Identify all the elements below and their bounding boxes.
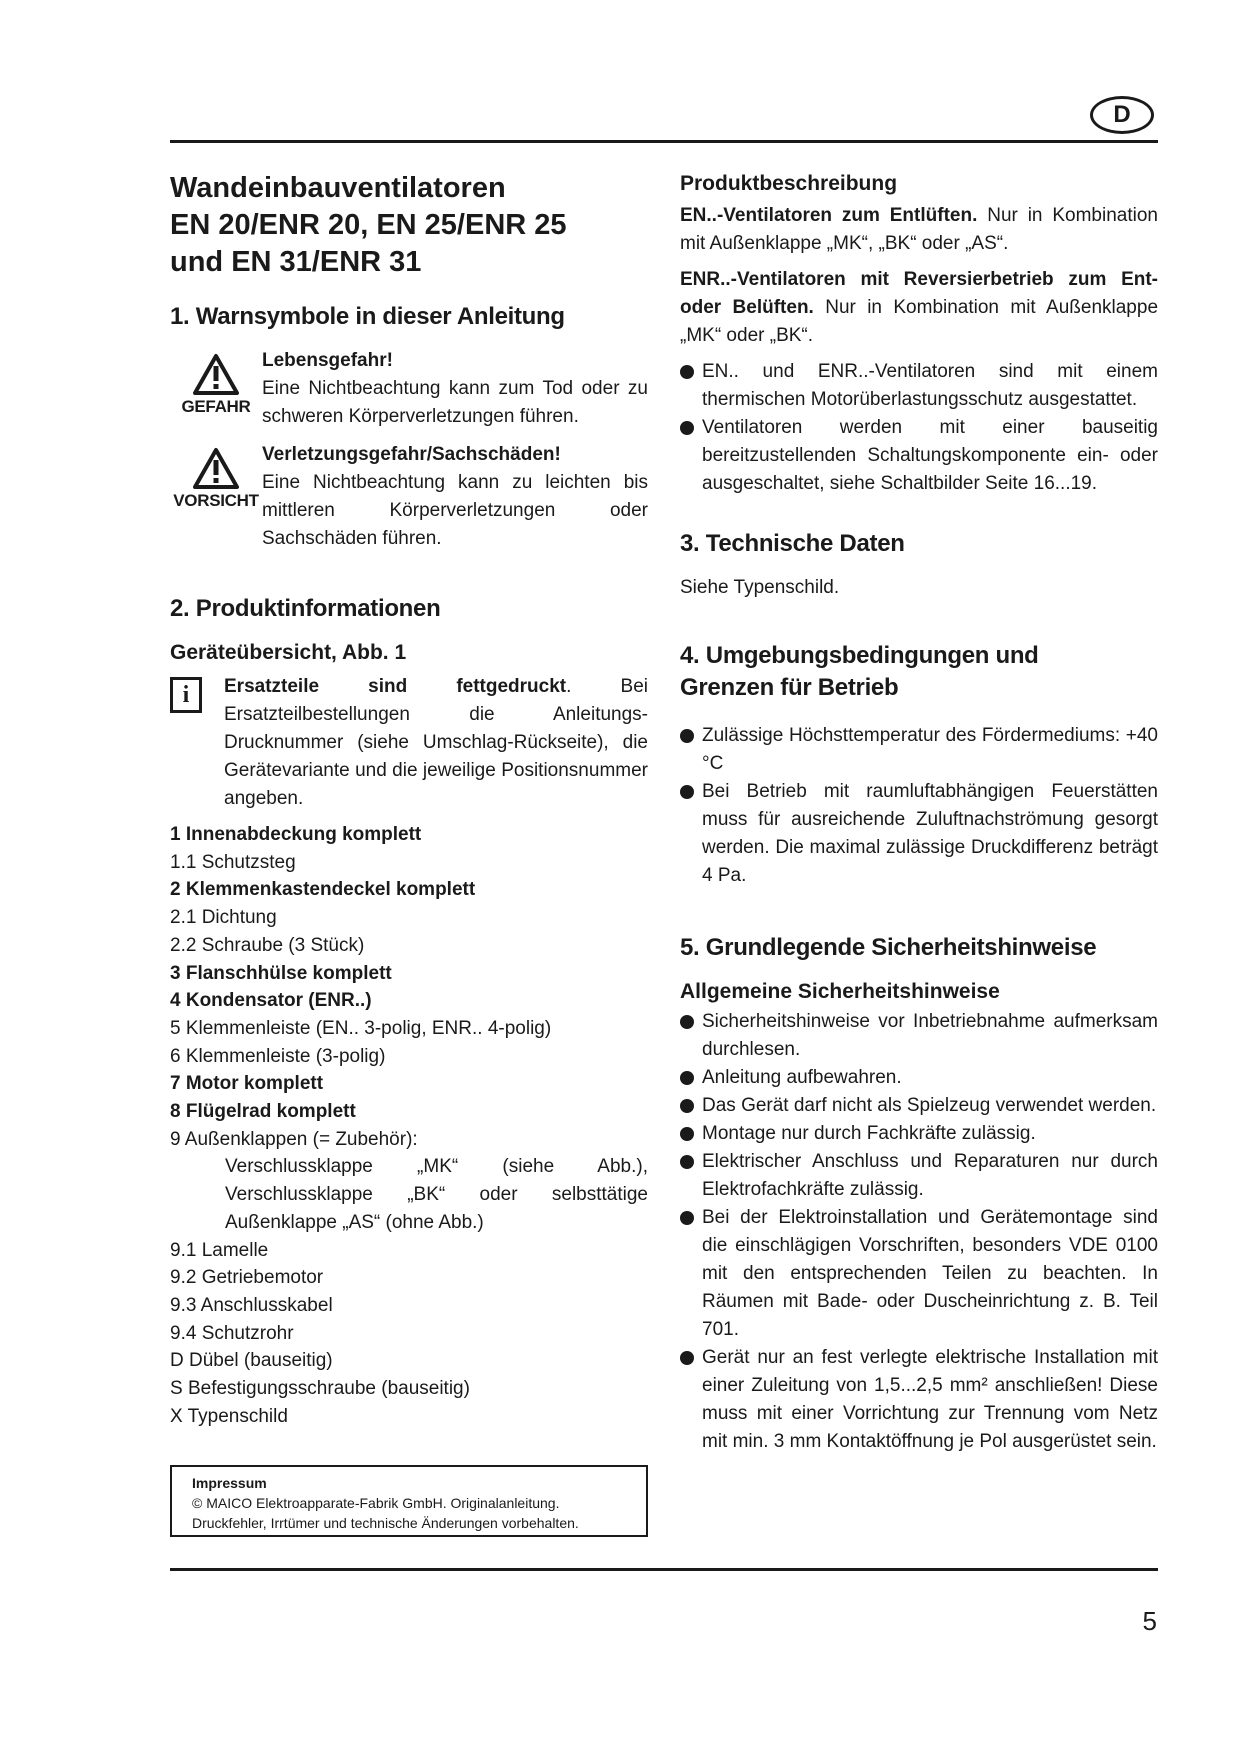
bullet-icon (680, 421, 694, 435)
impressum-box (170, 1465, 648, 1537)
list-item (680, 1148, 1158, 1204)
paragraph-lead: ENR..-Ventilatoren mit Reversierbetrieb zum Ent- oder Belüften. (680, 269, 1158, 318)
safety-bullets (680, 1008, 1158, 1456)
produktbeschreibung-heading: Produktbeschreibung (680, 172, 898, 195)
parts-list (170, 821, 648, 1430)
warning-gefahr (170, 347, 648, 431)
document-title (170, 170, 648, 281)
paragraph-text: Nur in Kombination mit Außenklappe „MK“, „BK“ oder „AS“. (680, 205, 1158, 254)
title-line: Wandeinbauventilatoren (170, 172, 506, 204)
section3-heading: 3. Technische Daten (680, 530, 905, 557)
list-item: 9 Außenklappen (= Zubehör): (170, 1128, 418, 1150)
bullet-icon (680, 1155, 694, 1169)
top-rule (170, 140, 1158, 143)
list-item: 9.1 Lamelle (170, 1239, 269, 1261)
list-item: 1 Innenabdeckung komplett (170, 824, 422, 845)
bullet-icon (680, 1015, 694, 1029)
bullet-icon (680, 1351, 694, 1365)
section2-subheading: Geräteübersicht, Abb. 1 (170, 641, 407, 664)
list-item: Verschlussklappe „MK“ (siehe Abb.), Verschlussklappe „BK“ oder selbsttätige Außenklappe „AS“ (ohne Abb.) (225, 1156, 648, 1233)
product-paragraph-en (680, 202, 1158, 258)
bullet-text: Montage nur durch Fachkräfte zulässig. (702, 1123, 1036, 1144)
paragraph-text: Nur in Kombination mit Außenklappe „MK“ oder „BK“. (680, 297, 1159, 346)
list-item (680, 1092, 1158, 1120)
list-item (680, 414, 1158, 498)
signal-word: GEFAHR (181, 397, 251, 416)
impressum-heading: Impressum (192, 1475, 267, 1491)
list-item (680, 1064, 1158, 1092)
warning-triangle-icon (193, 447, 239, 489)
list-item: 1.1 Schutzsteg (170, 851, 296, 873)
list-item: 3 Flanschhülse komplett (170, 962, 392, 984)
bullet-icon (680, 1211, 694, 1225)
list-item: 9.3 Anschlusskabel (170, 1294, 333, 1316)
warning-title: Lebensgefahr! (262, 350, 393, 371)
list-item (680, 1344, 1158, 1456)
section2-heading: 2. Produktinformationen (170, 595, 441, 622)
section5-subheading: Allgemeine Sicherheitshinweise (680, 980, 1000, 1003)
section1-heading: 1. Warnsymbole in dieser Anleitung (170, 303, 565, 330)
bullet-icon (680, 365, 694, 379)
environment-bullets (680, 722, 1158, 890)
list-item: 9.4 Schutzrohr (170, 1322, 294, 1344)
list-item (680, 1204, 1158, 1344)
signal-word: VORSICHT (173, 491, 259, 510)
page-number: 5 (1142, 1606, 1157, 1636)
title-line: EN 20/ENR 20, EN 25/ENR 25 (170, 209, 567, 241)
list-item: 7 Motor komplett (170, 1073, 324, 1095)
bullet-text: Bei Betrieb mit raumluftabhängigen Feuerstätten muss für ausreichende Zuluftnachströmung gesorgt werden. Die maximal zulässige Druckdifferenz beträgt 4 Pa. (702, 781, 1158, 886)
list-item: 6 Klemmenleiste (3-polig) (170, 1045, 386, 1067)
bullet-icon (680, 1071, 694, 1085)
right-column (680, 170, 1158, 1456)
title-line: und EN 31/ENR 31 (170, 246, 422, 278)
bullet-text: Bei der Elektroinstallation und Gerätemontage sind die einschlägigen Vorschriften, besonders VDE 0100 mit den entsprechenden Teilen zu beachten. In Räumen mit Bade- oder Duscheinrichtung z. B. Teil 701. (702, 1207, 1158, 1340)
list-item: S Befestigungsschraube (bauseitig) (170, 1378, 470, 1400)
paragraph-lead: EN..-Ventilatoren zum Entlüften. (680, 205, 978, 226)
bullet-text: EN.. und ENR..-Ventilatoren sind mit einem thermischen Motorüberlastungsschutz ausgestattet. (702, 361, 1158, 410)
info-note (170, 673, 648, 813)
bullet-text: Zulässige Höchsttemperatur des Fördermediums: +40 °C (702, 725, 1158, 774)
list-item: 2 Klemmenkastendeckel komplett (170, 879, 476, 901)
product-bullets (680, 358, 1158, 498)
section3-text: Siehe Typenschild. (680, 577, 840, 598)
list-item: 8 Flügelrad komplett (170, 1101, 356, 1123)
bullet-icon (680, 785, 694, 799)
heading-line: Grenzen für Betrieb (680, 674, 899, 701)
bullet-icon (680, 1099, 694, 1113)
bullet-text: Gerät nur an fest verlegte elektrische Installation mit einer Zuleitung von 1,5...2,5 mm² anschließen! Diese muss mit einer Vorrichtung zur Trennung vom Netz mit min. 3 mm Kontaktöffnung je Pol ausgerüstet sein. (702, 1347, 1158, 1452)
info-rest: . Bei Ersatzteilbestellungen die Anleitungs-Drucknummer (siehe Umschlag-Rückseite), die Gerätevariante und die jeweilige Positionsnummer angeben. (224, 676, 648, 809)
list-item (680, 1008, 1158, 1064)
bullet-text: Anleitung aufbewahren. (702, 1067, 902, 1088)
bullet-text: Elektrischer Anschluss und Reparaturen nur durch Elektrofachkräfte zulässig. (702, 1151, 1158, 1200)
bullet-text: Sicherheitshinweise vor Inbetriebnahme aufmerksam durchlesen. (702, 1011, 1158, 1060)
product-paragraph-enr (680, 266, 1158, 350)
impressum-line: © MAICO Elektroapparate-Fabrik GmbH. Originalanleitung. (192, 1495, 560, 1511)
warning-text: Eine Nichtbeachtung kann zu leichten bis mittleren Körperverletzungen oder Sachschäden führen. (262, 472, 648, 549)
list-item: X Typenschild (170, 1405, 288, 1427)
info-text (224, 673, 648, 813)
section5-heading: 5. Grundlegende Sicherheitshinweise (680, 934, 1097, 961)
list-item (680, 358, 1158, 414)
info-bold: Ersatzteile sind fettgedruckt (224, 676, 567, 697)
list-item (680, 778, 1158, 890)
list-item: 2.2 Schraube (3 Stück) (170, 934, 365, 956)
bullet-icon (680, 729, 694, 743)
bullet-text: Ventilatoren werden mit einer bauseitig bereitzustellenden Schaltungskomponente ein- oder ausgeschaltet, siehe Schaltbilder Seite 16...19. (702, 417, 1158, 494)
warning-triangle-icon (193, 353, 239, 395)
heading-line: 4. Umgebungsbedingungen und (680, 642, 1039, 669)
left-column (170, 170, 648, 1430)
section4-heading (680, 640, 1158, 704)
list-item (680, 1120, 1158, 1148)
bullet-icon (680, 1127, 694, 1141)
bottom-rule (170, 1568, 1158, 1571)
list-item: 5 Klemmenleiste (EN.. 3-polig, ENR.. 4-polig) (170, 1017, 552, 1039)
list-item (680, 722, 1158, 778)
warning-text: Eine Nichtbeachtung kann zum Tod oder zu schweren Körperverletzungen führen. (262, 378, 648, 427)
list-item: 2.1 Dichtung (170, 907, 277, 929)
warning-vorsicht (170, 441, 648, 553)
impressum-line: Druckfehler, Irrtümer und technische Änderungen vorbehalten. (192, 1515, 579, 1531)
list-item: 4 Kondensator (ENR..) (170, 990, 372, 1012)
list-item: 9.2 Getriebemotor (170, 1267, 324, 1289)
warning-title: Verletzungsgefahr/Sachschäden! (262, 444, 561, 465)
list-item: D Dübel (bauseitig) (170, 1350, 333, 1372)
language-badge: D (1090, 96, 1154, 134)
info-icon: i (170, 677, 202, 713)
bullet-text: Das Gerät darf nicht als Spielzeug verwendet werden. (702, 1095, 1157, 1116)
